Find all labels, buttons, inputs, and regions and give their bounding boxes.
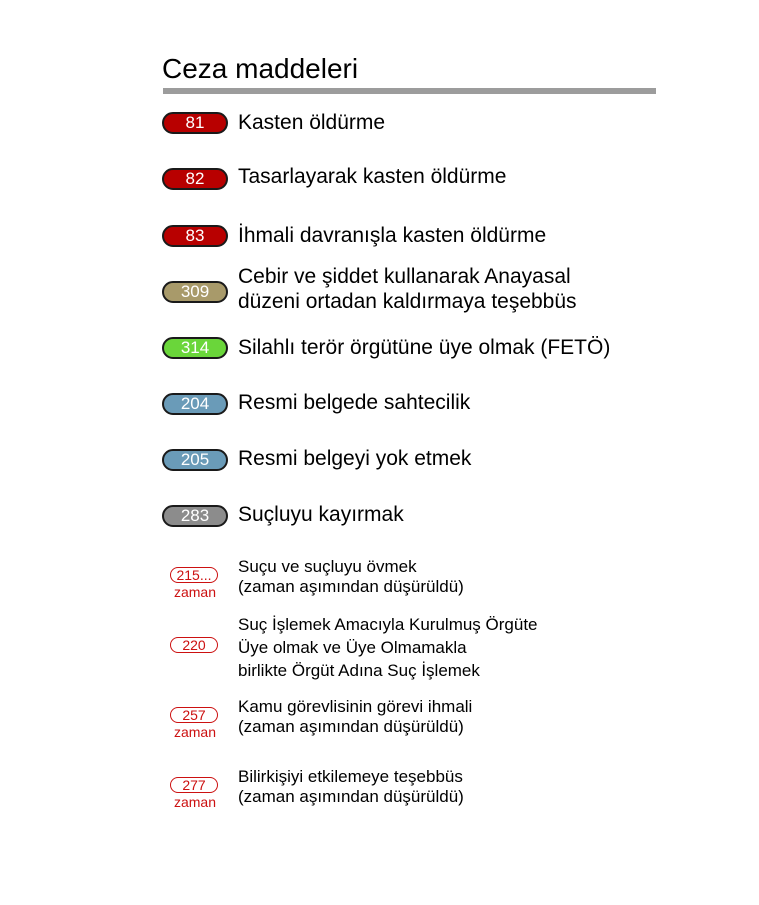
article-badge: 83 xyxy=(162,225,228,247)
page-title: Ceza maddeleri xyxy=(162,53,359,84)
article-badge: 205 xyxy=(162,449,228,471)
title-divider xyxy=(163,88,656,94)
dropped-article-badge: 220 xyxy=(170,637,218,653)
dropped-article-badge: 215... xyxy=(170,567,218,583)
article-label-line-2: düzeni ortadan kaldırmaya teşebbüs xyxy=(238,290,577,313)
dropped-status-label: zaman xyxy=(173,724,217,740)
dropped-article-badge: 277 xyxy=(170,777,218,793)
article-badge: 81 xyxy=(162,112,228,134)
article-badge: 309 xyxy=(162,281,228,303)
article-label: Silahlı terör örgütüne üye olmak (FETÖ) xyxy=(238,336,611,359)
article-label: Resmi belgede sahtecilik xyxy=(238,391,471,414)
dropped-article-label-line-2: (zaman aşımından düşürüldü) xyxy=(238,577,464,596)
dropped-article-label-line-1: Kamu görevlisinin görevi ihmali xyxy=(238,697,473,716)
dropped-article-label-line-1: Bilirkişiyi etkilemeye teşebbüs xyxy=(238,767,463,786)
dropped-article-badge: 257 xyxy=(170,707,218,723)
dropped-article-label-line-2: Üye olmak ve Üye Olmamakla xyxy=(238,638,467,657)
article-label: Tasarlayarak kasten öldürme xyxy=(238,165,507,188)
article-badge: 314 xyxy=(162,337,228,359)
dropped-article-label-line-2: (zaman aşımından düşürüldü) xyxy=(238,717,464,736)
dropped-article-label-line-1: Suç İşlemek Amacıyla Kurulmuş Örgüte xyxy=(238,615,538,634)
article-badge: 82 xyxy=(162,168,228,190)
article-label: Resmi belgeyi yok etmek xyxy=(238,447,472,470)
article-label-line-1: Cebir ve şiddet kullanarak Anayasal xyxy=(238,265,571,288)
dropped-status-label: zaman xyxy=(173,794,217,810)
article-label: Suçluyu kayırmak xyxy=(238,503,404,526)
article-badge: 283 xyxy=(162,505,228,527)
article-badge: 204 xyxy=(162,393,228,415)
dropped-status-label: zaman xyxy=(173,584,217,600)
article-label: İhmali davranışla kasten öldürme xyxy=(238,224,547,247)
dropped-article-label-line-3: birlikte Örgüt Adına Suç İşlemek xyxy=(238,661,480,680)
article-label: Kasten öldürme xyxy=(238,111,386,134)
dropped-article-label-line-1: Suçu ve suçluyu övmek xyxy=(238,557,417,576)
dropped-article-label-line-2: (zaman aşımından düşürüldü) xyxy=(238,787,464,806)
